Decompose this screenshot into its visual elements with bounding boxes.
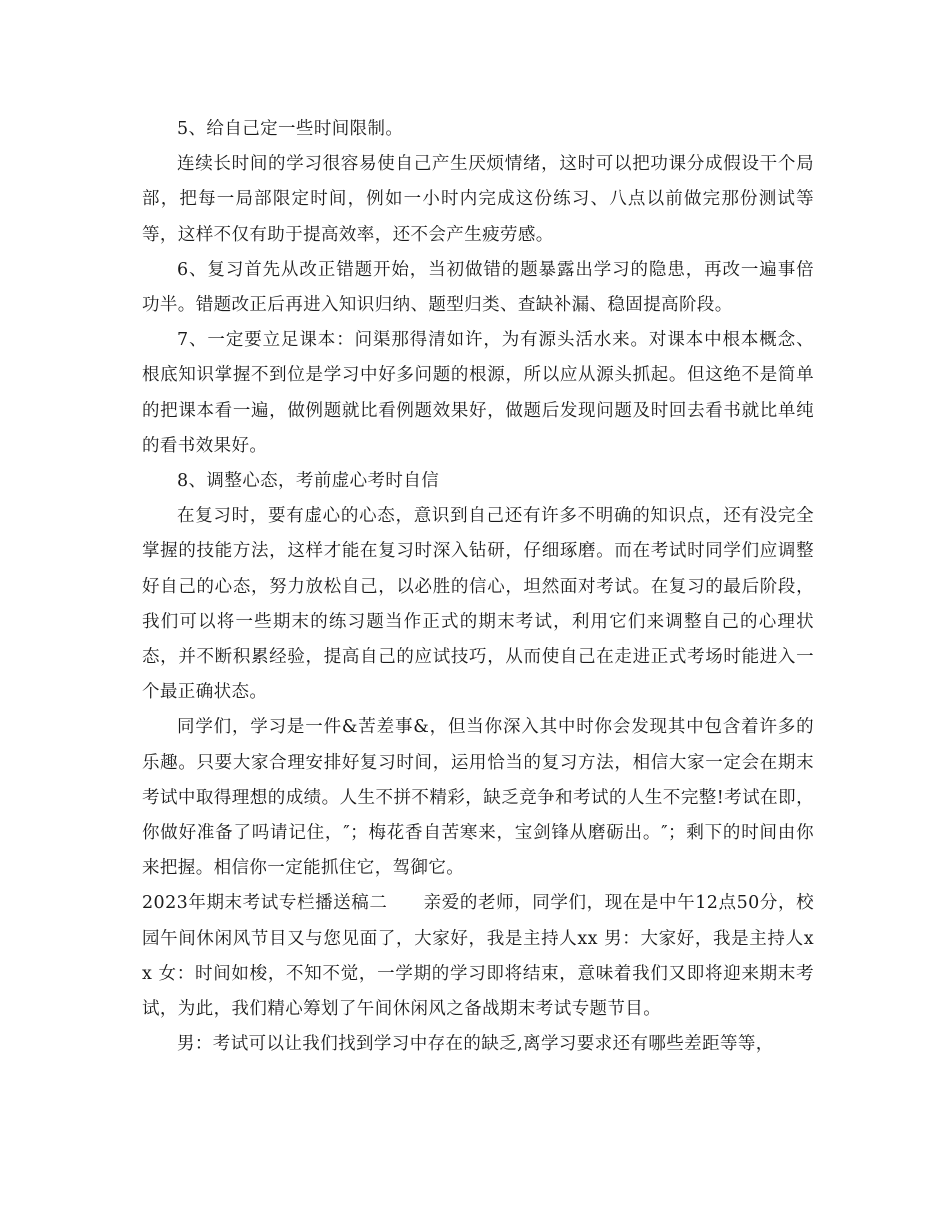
paragraph-closing: 同学们，学习是一件&苦差事&，但当你深入其中时你会发现其中包含着许多的乐趣。只要大家合理安排好复习时间，运用恰当的复习方法，相信大家一定会在期末考试中取得理想的成绩。人生不拼不精彩，缺乏竞争和考试的人生不完整!考试在即，你做好准备了吗请记住，″；梅花香自苦寒来，宝剑锋从磨砺出。″；剩下的时间由你来把握。相信你一定能抓住它，驾御它。 [142, 717, 814, 879]
paragraph-tip-7: 7、一定要立足课本：问渠那得清如许，为有源头活水来。对课本中根本概念、根底知识掌握不到位是学习中好多问题的根源，所以应从源头抓起。但这绝不是简单的把课本看一遍，做例题就比看例题效果好，做题后发现问题及时回去看书就比单纯的看书效果好。 [142, 330, 814, 456]
paragraph-broadcast-male-host: 男：考试可以让我们找到学习中存在的缺乏,离学习要求还有哪些差距等等， [177, 1034, 774, 1055]
paragraph-tip-8-body: 在复习时，要有虚心的心态，意识到自己还有许多不明确的知识点，还有没完全掌握的技能方法，这样才能在复习时深入钻研，仔细琢磨。而在考试时同学们应调整好自己的心态，努力放松自己，以必胜的信心，坦然面对考试。在复习的最后阶段，我们可以将一些期末的练习题当作正式的期末考试，利用它们来调整自己的心理状态，并不断积累经验，提高自己的应试技巧，从而使自己在走进正式考场时能进入一个最正确状态。 [142, 506, 814, 703]
paragraph-tip-8-heading: 8、调整心态，考前虚心考时自信 [177, 471, 440, 492]
document-body [142, 112, 814, 1062]
paragraph-tip-6: 6、复习首先从改正错题开始，当初做错的题暴露出学习的隐患，再改一遍事倍功半。错题改正后再进入知识归纳、题型归类、查缺补漏、稳固提高阶段。 [142, 259, 814, 316]
paragraph-tip-5-body: 连续长时间的学习很容易使自己产生厌烦情绪，这时可以把功课分成假设干个局部，把每一局部限定时间，例如一小时内完成这份练习、八点以前做完那份测试等等，这样不仅有助于提高效率，还不会产生疲劳感。 [142, 154, 814, 245]
paragraph-broadcast-script-intro: 2023年期末考试专栏播送稿二 亲爱的老师，同学们，现在是中午12点50分，校园午间休闲风节目又与您见面了，大家好，我是主持人xx 男：大家好，我是主持人xx 女：时间如梭，不知不觉，一学期的学习即将结束，意味着我们又即将迎来期末考试，为此，我们精心筹划了午间休闲风之备战期末考试专题节目。 [142, 893, 814, 1020]
paragraph-tip-5-heading: 5、给自己定一些时间限制。 [177, 119, 404, 139]
